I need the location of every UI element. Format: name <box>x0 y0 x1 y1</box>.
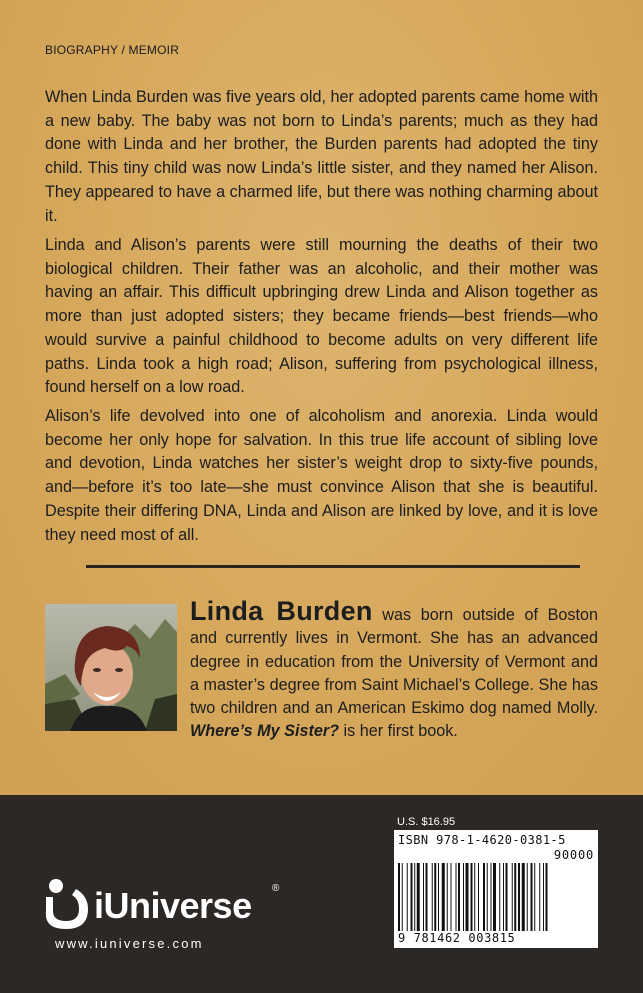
author-bio-end: is her first book. <box>339 722 458 741</box>
barcode-bar <box>426 863 428 931</box>
barcode-bar <box>447 863 448 931</box>
barcode-bar <box>499 863 500 931</box>
price-label: U.S. $16.95 <box>397 816 456 828</box>
barcode-bar <box>463 863 464 931</box>
barcode-bar <box>478 863 479 931</box>
barcode-bar <box>398 863 400 931</box>
barcode-bar <box>514 863 516 931</box>
author-bio-text: was born outside of Boston and currently lives in Vermont. She has an advanced degree in education from the University of Vermont and a master’s degree from Saint Michael’s College. She has two children and an American Eskimo dog named Molly. <box>190 606 598 718</box>
barcode-bars <box>398 863 594 931</box>
barcode-bar <box>503 863 504 931</box>
barcode-bar <box>539 863 540 931</box>
barcode-bar <box>543 863 544 931</box>
barcode-bar <box>518 863 520 931</box>
barcode-bar <box>432 863 433 931</box>
barcode-bar <box>531 863 533 931</box>
blurb-paragraph-1: When Linda Burden was five years old, her adopted parents came home with a new baby. The baby was not born to Linda’s parents; much as they had done with Linda and her brother, the Burden parents had adopted the tiny child. This tiny child was now Linda’s little sister, and they named her Alison. They appeared to have a charmed life, but there was nothing charming about it. <box>45 88 598 225</box>
barcode-bar <box>414 863 415 931</box>
barcode-bar <box>407 863 408 931</box>
publisher-url[interactable]: www.iuniverse.com <box>55 936 204 951</box>
isbn-text: ISBN 978-1-4620-0381-5 <box>398 833 566 847</box>
iuniverse-logo <box>42 875 282 935</box>
book-title: Where’s My Sister? <box>190 722 340 741</box>
iuniverse-logo-icon <box>42 877 90 929</box>
barcode-bar <box>402 863 403 931</box>
registered-mark: ® <box>272 883 280 894</box>
barcode-bar <box>434 863 436 931</box>
barcode-bar <box>491 863 492 931</box>
barcode-bar <box>456 863 457 931</box>
barcode-bar <box>458 863 460 931</box>
barcode-bar <box>522 863 525 931</box>
barcode-bar <box>487 863 488 931</box>
divider-rule <box>86 565 580 568</box>
blurb-paragraph-2: Linda and Alison’s parents were still mourning the deaths of their two biological children. Their father was an alcoholic, and their mother was having an affair. This difficult upbringing drew Linda and Alison together as more than just adopted sisters; they became friends—best friends—who would survive a painful childhood to become adults on very different life paths. Linda took a high road; Alison, suffering from psychological illness, found herself on a low road. <box>45 236 598 397</box>
barcode-bar <box>534 863 535 931</box>
barcode-bar <box>466 863 469 931</box>
barcode-bar <box>417 863 420 931</box>
price-code: 90000 <box>553 848 594 862</box>
blurb-paragraph-3: Alison’s life devolved into one of alcoholism and anorexia. Linda would become her only hope for salvation. In this true life account of sibling love and devotion, Linda watches her sister’s weight drop to sixty-five pounds, and—before it’s too late—she must convince Alison that she is beautiful. Despite their differing DNA, Linda and Alison are linked by love, and it is love they need most of all. <box>45 407 598 544</box>
author-bio <box>190 598 598 744</box>
author-name: Linda Burden <box>190 596 373 626</box>
barcode-bar <box>438 863 439 931</box>
publisher-name: iUniverse <box>94 885 252 926</box>
barcode-bar <box>451 863 452 931</box>
barcode-bar <box>411 863 413 931</box>
barcode-bar <box>546 863 548 931</box>
barcode-bar <box>512 863 513 931</box>
barcode-panel <box>394 830 598 948</box>
barcode-bar <box>493 863 496 931</box>
barcode-bar <box>483 863 485 931</box>
barcode-bar <box>442 863 445 931</box>
barcode-bar <box>506 863 508 931</box>
ean-digits: 9 781462 003815 <box>398 931 516 945</box>
genre-label: BIOGRAPHY / MEMOIR <box>45 43 180 57</box>
barcode-bar <box>471 863 473 931</box>
barcode-bar <box>474 863 475 931</box>
barcode-bar <box>423 863 424 931</box>
author-photo <box>45 604 177 731</box>
barcode-bar <box>527 863 528 931</box>
